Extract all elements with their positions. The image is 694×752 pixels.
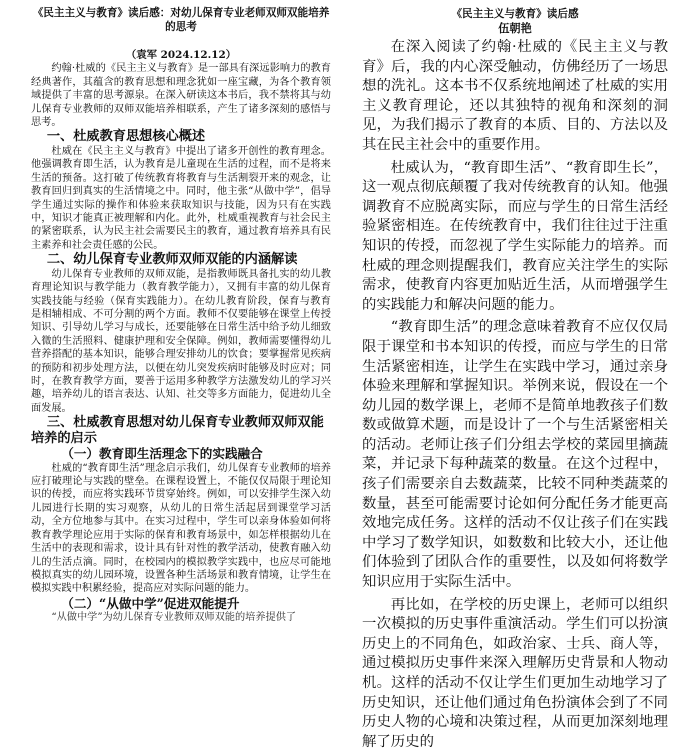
subsection2-fragment: “从做中学”为幼儿保育专业教师双师双能的培养提供了 <box>51 612 297 624</box>
subsection1-paragraph: 杜威的“教育即生活”理念启示我们，幼儿保育专业教师的培养应打破理论与实践的壁垒。在课程设置上，不能仅仅局限于理论知识的传授，而应将实践环节贯穿始终。例如，可以安排学生深入幼儿园进行长期的实习观察，从幼儿的日常生活起居到课堂学习活动，全方位地参与其中。在实习过程中，学生可以亲身体验如何将教育教学理论应用于实际的保育和教育场景中，如怎样根据幼儿在生活中的表现和需求，设计具有针对性的教学活动，使教育融入幼儿的生活点滴。同时，在校园内的模拟教学实践中，也应尽可能地模拟真实的幼儿园环境，设置各种生活场景和教育情境，让学生在模拟实践中积累经验，提高应对实际问题的能力。 <box>31 462 331 595</box>
left-article-title: 《民主主义与教育》读后感：对幼儿保育专业老师双师双能培养的思考 <box>32 7 330 33</box>
section1-paragraph: 杜威在《民主主义与教育》中提出了诸多开创性的教育理念。他强调教育即生活，认为教育是儿童现在生活的过程，而不是将来生活的预备。这打破了传统教育将教育与生活割裂开来的观念，让教育回归到真实的生活情境之中。同时，他主张“从做中学”，倡导学生通过实际的操作和体验来获取知识与技能，因为只有在实践中，知识才能真正被理解和内化。此外，杜威重视教育与社会民主的紧密联系，认为民主社会需要民主的教育，通过教育培养具有民主素养和社会责任感的公民。 <box>31 145 331 251</box>
right-paragraph-3: “教育即生活”的理念意味着教育不应仅仅局限于课堂和书本知识的传授，而应与学生的日常生活紧密相连，让学生在实践中学习，通过亲身体验来理解和掌握知识。举例来说，假设在一个幼儿园的数学课上，老师不是简单地教孩子们数数或做算术题，而是设计了一个与生活紧密相关的活动。老师让孩子们分组去学校的菜园里摘蔬菜，并记录下每种蔬菜的数量。在这个过程中，孩子们需要亲自去数蔬菜，比较不同种类蔬菜的数量，甚至可能需要讨论如何分配任务才能更高效地完成任务。这样的活动不仅让孩子们在实践中学习了数学知识，如数数和比较大小，还让他们体验到了团队合作的重要性，以及如何将数学知识应用于实际生活中。 <box>362 319 668 591</box>
left-article-byline: （袁军 2024.12.12） <box>125 49 237 61</box>
right-article-title: 《民主主义与教育》读后感 <box>451 8 579 20</box>
left-intro-paragraph: 约翰·杜威的《民主主义与教育》是一部具有深远影响力的教育经典著作，其蕴含的教育思想和理念犹如一座宝藏，为各个教育领域提供了丰富的思考源泉。在深入研读这本书后，我不禁将其与幼儿保育专业教师的双师双能培养相联系，产生了诸多深刻的感悟与思考。 <box>31 63 331 129</box>
section3-heading: 三、杜威教育思想对幼儿保育专业教师双师双能培养的启示 <box>31 415 324 446</box>
section1-heading: 一、杜威教育思想核心概述 <box>46 129 206 145</box>
section2-paragraph: 幼儿保育专业教师的双师双能，是指教师既具备扎实的幼儿教育理论知识与教学能力（教育教学能力），又拥有丰富的幼儿保育实践技能与经验（保育实践能力）。在幼儿教育阶段，保育与教育是相辅相成、不可分割的两个方面。教师不仅要能够在课堂上传授知识、引导幼儿学习与成长，还要能够在日常生活中给予幼儿细致入微的生活照料、健康护理和安全保障。例如，教师需要懂得幼儿营养搭配的基本知识，能够合理安排幼儿的饮食；要掌握常见疾病的预防和初步处理方法，以便在幼儿突发疾病时能够及时应对；同时，在教育教学方面，要善于运用多种教学方法激发幼儿的学习兴趣，培养幼儿的语言表达、认知、社交等多方面能力，促进幼儿全面发展。 <box>31 268 331 414</box>
right-paragraph-4: 再比如，在学校的历史课上，老师可以组织一次模拟的历史事件重演活动。学生们可以扮演历史上的不同角色，如政治家、士兵、商人等，通过模拟历史事件来深入理解历史背景和人物动机。这样的活动不仅让学生们更加生动地学习了历史知识，还让他们通过角色扮演体会到了不同历史人物的心境和决策过程，从而更加深刻地理解了历史的 <box>362 596 668 750</box>
subsection2-heading: （二）“从做中学”促进双能提升 <box>61 595 240 611</box>
right-article-author: 伍朝艳 <box>498 21 532 35</box>
subsection1-heading: （一）教育即生活理念下的实践融合 <box>61 446 263 462</box>
right-article <box>362 0 668 750</box>
right-paragraph-1: 在深入阅读了约翰·杜威的《民主主义与教育》后，我的内心深受触动，仿佛经历了一场思想的洗礼。这本书不仅系统地阐述了杜威的实用主义教育理论，还以其独特的视角和深刻的洞见，为我们揭示了教育的本质、目的、方法以及其在民主社会中的重要作用。 <box>362 39 668 153</box>
section2-heading: 二、幼儿保育专业教师双师双能的内涵解读 <box>46 252 298 268</box>
left-article <box>31 0 331 718</box>
right-paragraph-2: 杜威认为，“教育即生活”、“教育即生长”，这一观点彻底颠覆了我对传统教育的认知。他强调教育不应脱离实际，而应与学生的日常生活经验紧密相连。在传统教育中，我们往往过于注重知识的传授，而忽视了学生实际能力的培养。而杜威的理念则提醒我们，教育应关注学生的实际需求，使教育内容更加贴近生活，从而增强学生的实践能力和解决问题的能力。 <box>362 159 668 313</box>
